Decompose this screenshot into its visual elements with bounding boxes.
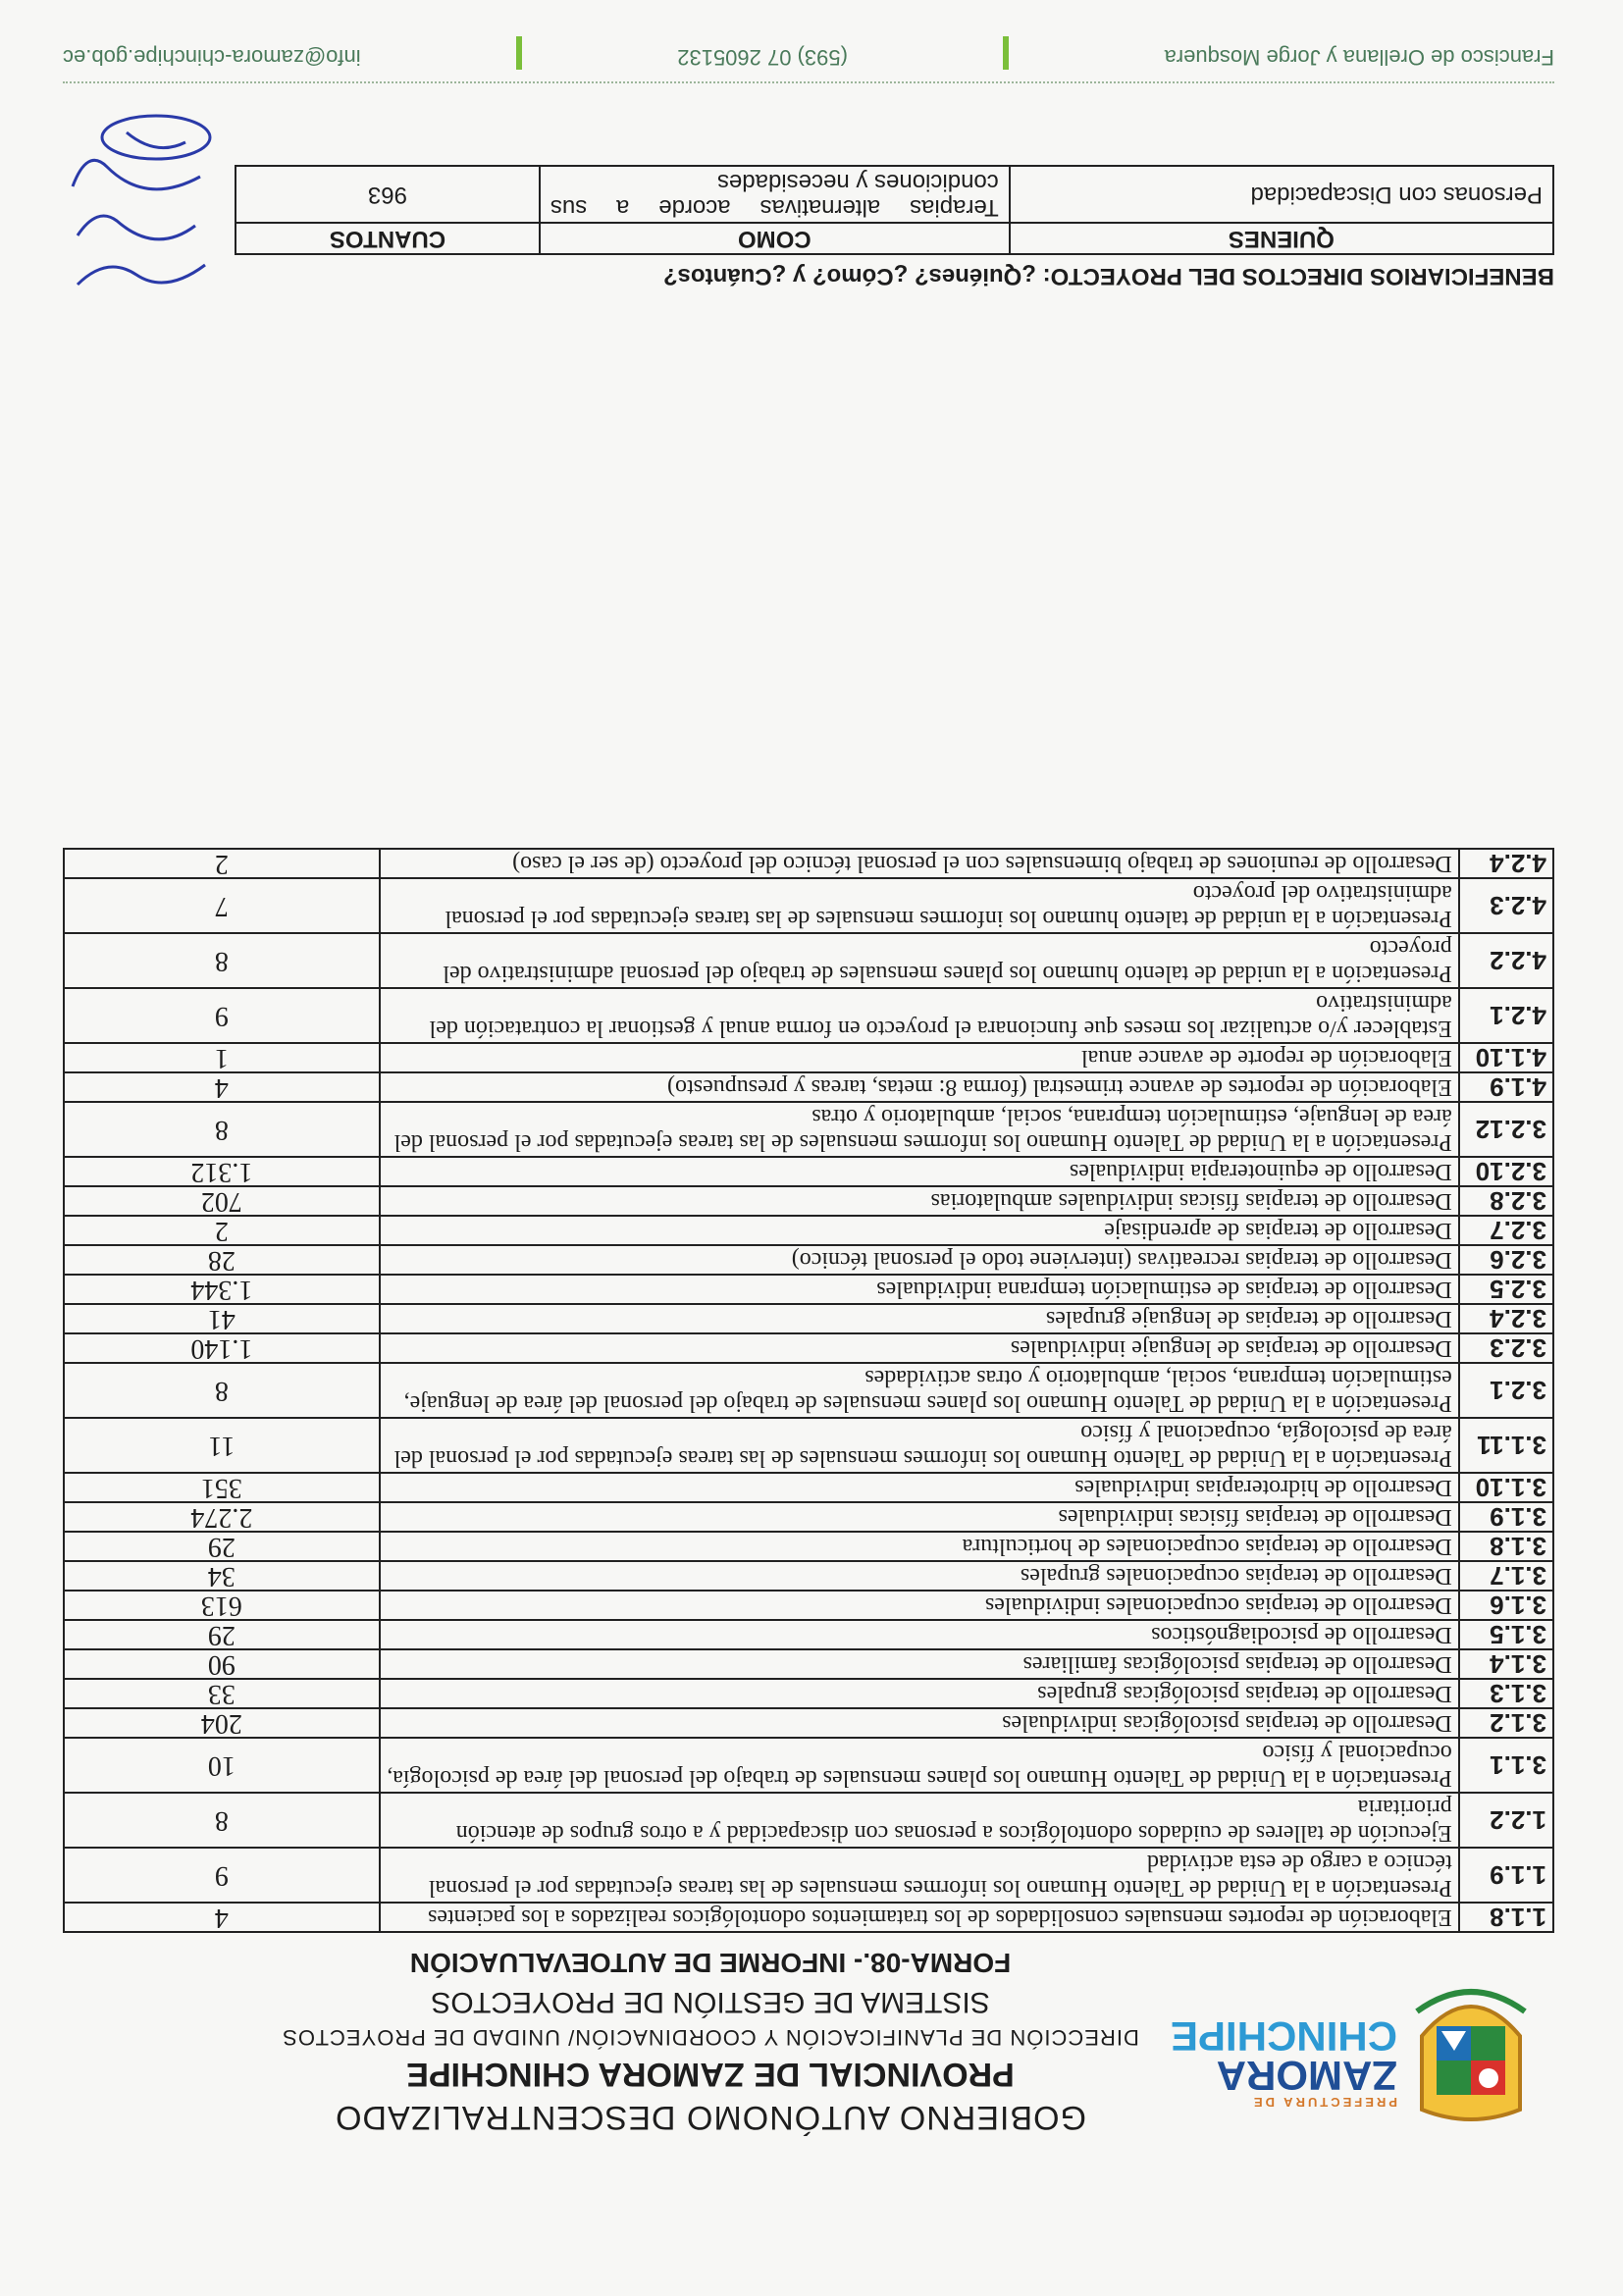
activity-code: 3.1.6	[1459, 1591, 1553, 1620]
table-row	[64, 1502, 1553, 1532]
activity-code: 1.1.9	[1459, 1848, 1553, 1903]
activity-description: Presentación a la Unidad de Talento Humano los planes mensuales de trabajo del personal del área de psicología, ocupacional y físico	[380, 1738, 1459, 1793]
footer-separator	[1003, 36, 1009, 70]
table-row	[64, 1473, 1553, 1502]
table-row	[64, 1532, 1553, 1561]
brand-pre: PREFECTURA DE	[1250, 2095, 1397, 2110]
footer-phone: (593) 07 2605132	[677, 45, 848, 70]
activity-code: 3.2.1	[1459, 1363, 1553, 1418]
activity-quantity: 8	[64, 1363, 380, 1418]
table-row	[64, 1275, 1553, 1304]
activity-description: Desarrollo de terapias psicológicas grupales	[380, 1679, 1459, 1708]
activity-quantity: 1.344	[64, 1275, 380, 1304]
activity-quantity: 702	[64, 1186, 380, 1216]
activity-code: 4.1.10	[1459, 1043, 1553, 1072]
activity-description: Presentación a la unidad de talento humano los informes mensuales de las tareas ejecutadas por el personal administrativo del proyecto	[380, 878, 1459, 933]
activity-quantity: 10	[64, 1738, 380, 1793]
table-row	[64, 1793, 1553, 1848]
activity-quantity: 2	[64, 1216, 380, 1245]
activity-code: 4.1.9	[1459, 1072, 1553, 1102]
activity-quantity: 29	[64, 1532, 380, 1561]
activity-description: Presentación a la Unidad de Talento Humano los informes mensuales de las tareas ejecutadas por el personal del área de lenguaje, estimulación temprana, social, ambulatorio y otras	[380, 1102, 1459, 1157]
activity-code: 4.2.4	[1459, 849, 1553, 878]
handwritten-signature-icon	[58, 108, 225, 304]
activity-description: Desarrollo de terapias psicológicas familiares	[380, 1649, 1459, 1679]
activity-quantity: 2.274	[64, 1502, 380, 1532]
beneficiaries-title: BENEFICIARIOS DIRECTOS DEL PROYECTO: ¿Quiénes? ¿Cómo? y ¿Cuántos?	[662, 263, 1554, 289]
activity-code: 4.2.1	[1459, 988, 1553, 1043]
table-row	[64, 1245, 1553, 1275]
activity-code: 3.1.1	[1459, 1738, 1553, 1793]
activity-quantity: 1.140	[64, 1333, 380, 1363]
activity-quantity: 28	[64, 1245, 380, 1275]
beneficiary-count: 963	[236, 166, 540, 223]
table-row	[236, 166, 1553, 223]
activity-code: 3.1.8	[1459, 1532, 1553, 1561]
activity-description: Desarrollo de reuniones de trabajo bimensuales con el personal técnico del proyecto (de ser el caso)	[380, 849, 1459, 878]
table-row	[64, 1561, 1553, 1591]
activity-code: 3.2.4	[1459, 1304, 1553, 1333]
activity-description: Establecer y/o actualizar los meses que funcionara el proyecto en forma anual y gestionar la contratación del administrativo	[380, 988, 1459, 1043]
activity-description: Ejecución de talleres de cuidados odontológicos a personas con discapacidad y a otros grupos de atención prioritaria	[380, 1793, 1459, 1848]
table-row	[64, 1043, 1553, 1072]
table-row	[64, 1216, 1553, 1245]
activity-description: Desarrollo de terapias ocupacionales individuales	[380, 1591, 1459, 1620]
activity-quantity: 613	[64, 1591, 380, 1620]
table-row	[64, 1186, 1553, 1216]
footer-separator	[516, 36, 522, 70]
activity-description: Desarrollo de terapias psicológicas individuales	[380, 1708, 1459, 1738]
table-row	[64, 1418, 1553, 1473]
header-line-3: DIRECCIÓN DE PLANIFICACIÓN Y COORDINACIÓN/ UNIDAD DE PROYECTOS	[282, 2025, 1139, 2050]
beneficiary-who: Personas con Discapacidad	[1010, 166, 1553, 223]
activity-description: Desarrollo de terapias de estimulación temprana individuales	[380, 1275, 1459, 1304]
activity-quantity: 4	[64, 1072, 380, 1102]
document-header	[73, 1943, 1348, 2139]
table-row	[64, 1591, 1553, 1620]
activity-description: Desarrollo de terapias ocupacionales de horticultura	[380, 1532, 1459, 1561]
activity-code: 3.1.4	[1459, 1649, 1553, 1679]
activity-code: 4.2.3	[1459, 878, 1553, 933]
table-row	[64, 1903, 1553, 1932]
activity-description: Desarrollo de terapias físicas individuales ambulatorias	[380, 1186, 1459, 1216]
activity-quantity: 90	[64, 1649, 380, 1679]
table-row	[64, 849, 1553, 878]
col-who: QUIENES	[1010, 223, 1553, 254]
table-row	[64, 1363, 1553, 1418]
activity-quantity: 9	[64, 988, 380, 1043]
activity-code: 3.2.7	[1459, 1216, 1553, 1245]
header-line-1: GOBIERNO AUTÓNOMO DESCENTRALIZADO	[335, 2099, 1086, 2136]
activity-description: Desarrollo de terapias de lenguaje grupales	[380, 1304, 1459, 1333]
activity-quantity: 8	[64, 933, 380, 988]
header-line-4: SISTEMA DE GESTIÓN DE PROYECTOS	[431, 1986, 990, 2018]
activity-description: Desarrollo de terapias de aprendisaje	[380, 1216, 1459, 1245]
activity-code: 3.2.10	[1459, 1157, 1553, 1186]
activity-description: Presentación a la unidad de talento humano los planes mensuales de trabajo del personal administrativo del proyecto	[380, 933, 1459, 988]
activity-description: Elaboración de reportes mensuales consolidados de los tratamientos odontológicos realizados a los pacientes	[380, 1903, 1459, 1932]
activity-code: 3.2.3	[1459, 1333, 1553, 1363]
footer-address: Francisco de Orellana y Jorge Mosquera	[1164, 45, 1554, 70]
activity-quantity: 204	[64, 1708, 380, 1738]
beneficiaries-header-row	[236, 223, 1553, 254]
activity-description: Desarrollo de equinoterapia individuales	[380, 1157, 1459, 1186]
activity-quantity: 11	[64, 1418, 380, 1473]
beneficiaries-table	[235, 165, 1554, 255]
activity-quantity: 4	[64, 1903, 380, 1932]
activity-code: 3.1.5	[1459, 1620, 1553, 1649]
activity-description: Desarrollo de hidroterapias individuales	[380, 1473, 1459, 1502]
activity-description: Presentación a la Unidad de Talento Humano los planes mensuales de trabajo del personal del área de lenguaje, estimulación temprana, social, ambulatorio y otras actividades	[380, 1363, 1459, 1418]
activities-table	[63, 848, 1554, 1933]
page-footer	[63, 36, 1554, 83]
activity-code: 3.2.5	[1459, 1275, 1553, 1304]
activity-description: Desarrollo de terapias ocupacionales grupales	[380, 1561, 1459, 1591]
brand-line-1: ZAMORA	[1216, 2053, 1397, 2099]
activity-code: 3.1.9	[1459, 1502, 1553, 1532]
header-line-2: PROVINCIAL DE ZAMORA CHINCHIPE	[406, 2056, 1015, 2093]
table-row	[64, 1102, 1553, 1157]
col-how: COMO	[540, 223, 1010, 254]
activity-code: 4.2.2	[1459, 933, 1553, 988]
activity-code: 3.2.12	[1459, 1102, 1553, 1157]
activity-quantity: 8	[64, 1102, 380, 1157]
activity-description: Elaboración de reportes de avance trimestral (forma 8: metas, tareas y presupuesto)	[380, 1072, 1459, 1102]
activity-code: 1.1.8	[1459, 1903, 1553, 1932]
table-row	[64, 933, 1553, 988]
table-row	[64, 1333, 1553, 1363]
beneficiary-how: Terapias alternativas acorde a sus condiciones y necesidades	[540, 166, 1010, 223]
table-row	[64, 878, 1553, 933]
activity-quantity: 8	[64, 1793, 380, 1848]
activity-quantity: 29	[64, 1620, 380, 1649]
activity-code: 1.2.2	[1459, 1793, 1553, 1848]
activity-description: Presentación a la Unidad de Talento Humano los informes mensuales de las tareas ejecutadas por el personal técnico a cargo de esta actividad	[380, 1848, 1459, 1903]
table-row	[64, 1072, 1553, 1102]
brand-line-2: CHINCHIPE	[1170, 2013, 1397, 2060]
activity-description: Presentación a la Unidad de Talento Humano los informes mensuales de las tareas ejecutadas por el personal del área de psicología, ocupacional y físico	[380, 1418, 1459, 1473]
activity-code: 3.1.3	[1459, 1679, 1553, 1708]
activity-code: 3.1.11	[1459, 1418, 1553, 1473]
prefecture-crest-icon	[1407, 1972, 1535, 2129]
activity-quantity: 2	[64, 849, 380, 878]
activity-description: Desarrollo de psicodiagnósticos	[380, 1620, 1459, 1649]
table-row	[64, 1620, 1553, 1649]
table-row	[64, 1848, 1553, 1903]
activity-quantity: 7	[64, 878, 380, 933]
table-row	[64, 1649, 1553, 1679]
activity-quantity: 33	[64, 1679, 380, 1708]
table-row	[64, 1157, 1553, 1186]
table-row	[64, 1679, 1553, 1708]
footer-email: info@zamora-chinchipe.gob.ec	[63, 45, 361, 70]
activity-code: 3.2.8	[1459, 1186, 1553, 1216]
activity-description: Desarrollo de terapias recreativas (interviene todo el personal técnico)	[380, 1245, 1459, 1275]
activity-quantity: 9	[64, 1848, 380, 1903]
activity-code: 3.1.7	[1459, 1561, 1553, 1591]
table-row	[64, 1708, 1553, 1738]
activity-quantity: 34	[64, 1561, 380, 1591]
activity-quantity: 1	[64, 1043, 380, 1072]
activity-quantity: 1.312	[64, 1157, 380, 1186]
activity-code: 3.2.6	[1459, 1245, 1553, 1275]
activity-quantity: 41	[64, 1304, 380, 1333]
activity-description: Desarrollo de terapias de lenguaje individuales	[380, 1333, 1459, 1363]
activity-description: Desarrollo de terapias físicas individuales	[380, 1502, 1459, 1532]
header-line-5: FORMA-08.- INFORME DE AUTOEVALUACIÓN	[409, 1948, 1012, 1978]
activity-code: 3.1.10	[1459, 1473, 1553, 1502]
col-count: CUANTOS	[236, 223, 540, 254]
table-row	[64, 988, 1553, 1043]
activity-quantity: 351	[64, 1473, 380, 1502]
table-row	[64, 1738, 1553, 1793]
table-row	[64, 1304, 1553, 1333]
activity-code: 3.1.2	[1459, 1708, 1553, 1738]
activity-description: Elaboración de reporte de avance anual	[380, 1043, 1459, 1072]
